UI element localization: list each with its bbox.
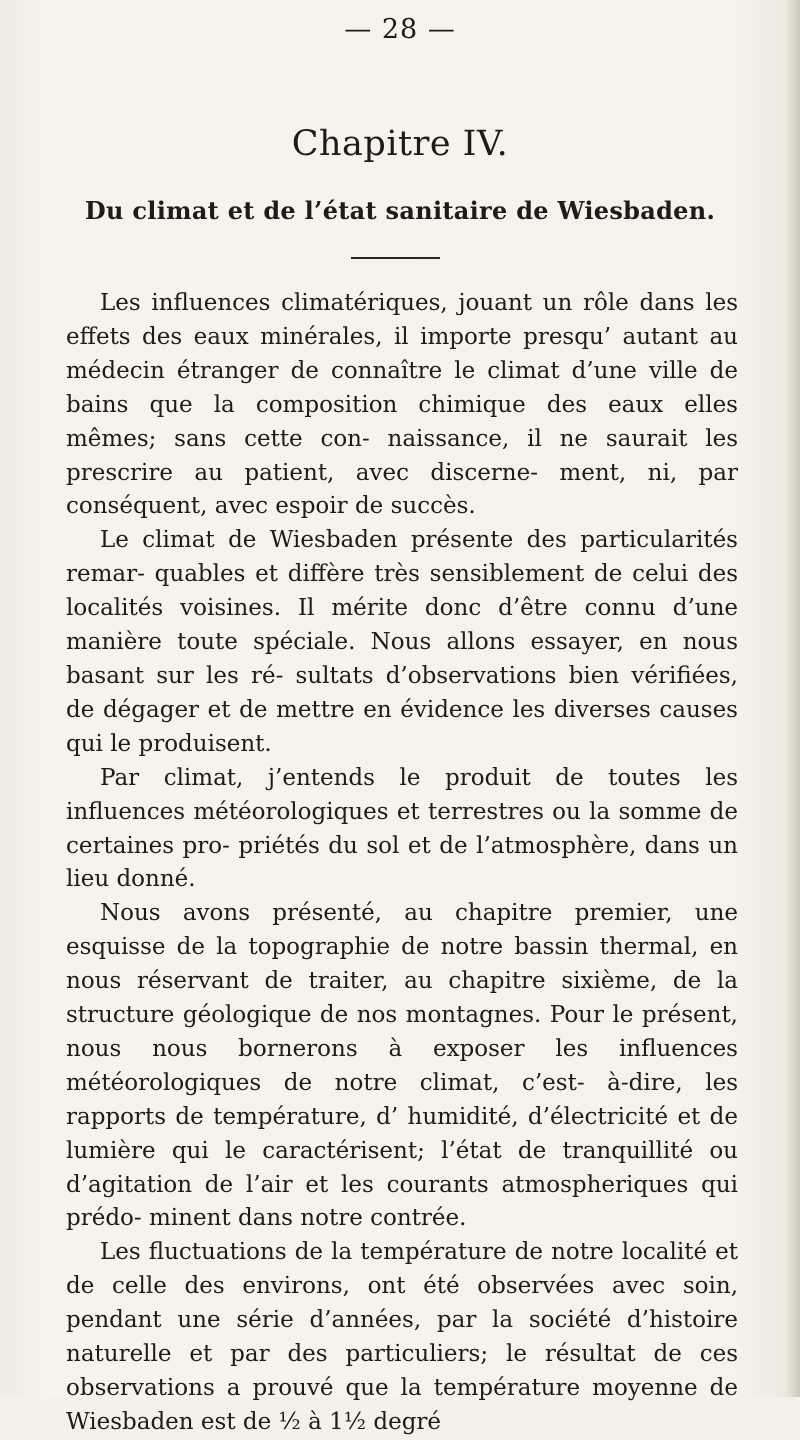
- page-number: — 28 —: [344, 14, 456, 45]
- body-text: [66, 287, 738, 1440]
- paragraph: Par climat, j’entends le produit de toutes les influences météorologiques et terrestres ou la somme de certaines pro- priétés du sol et de l’atmosphère, dans un lieu donné.: [66, 764, 738, 893]
- paragraph: Nous avons présenté, au chapitre premier, une esquisse de la topographie de notre bassin thermal, en nous réservant de traiter, au chapitre sixième, de la structure géologique de nos montagnes. Pour le présent, nous nous bornerons à exposer les influences météorologiques de notre climat, c’est- à-dire, les rapports de température, d’ humidité, d’électricité et de lumière qui le caractérisent; l’état de tranquillité ou d’agitation de l’air et les courants atmospheriques qui prédo- minent dans notre contrée.: [66, 900, 738, 1232]
- paragraph: Les influences climatériques, jouant un rôle dans les effets des eaux minérales, il importe presqu’ autant au médecin étranger de connaître le climat d’une ville de bains que la composition chimique des eaux elles mêmes; sans cette con- naissance, il ne saurait les prescrire au patient, avec discerne- ment, ni, par conséquent, avec espoir de succès.: [66, 290, 738, 520]
- paragraph: Les fluctuations de la température de notre localité et de celle des environs, ont été observées avec soin, pendant une série d’années, par la société d’histoire naturelle et par des particuliers; le résultat de ces observations a prouvé que la température moyenne de Wiesbaden est de ½ à 1½ degré: [66, 1239, 738, 1435]
- chapter-title: Chapitre IV.: [291, 124, 509, 164]
- title-divider: [351, 257, 440, 259]
- paragraph: Le climat de Wiesbaden présente des particularités remar- quables et diffère très sensiblement de celui des localités voisines. Il mérite donc d’être connu d’une manière toute spéciale. Nous allons essayer, en nous basant sur les ré- sultats d’observations bien vérifiées, de dégager et de mettre en évidence les diverses causes qui le produisent.: [66, 527, 738, 757]
- chapter-subtitle: Du climat et de l’état sanitaire de Wiesbaden.: [84, 196, 716, 225]
